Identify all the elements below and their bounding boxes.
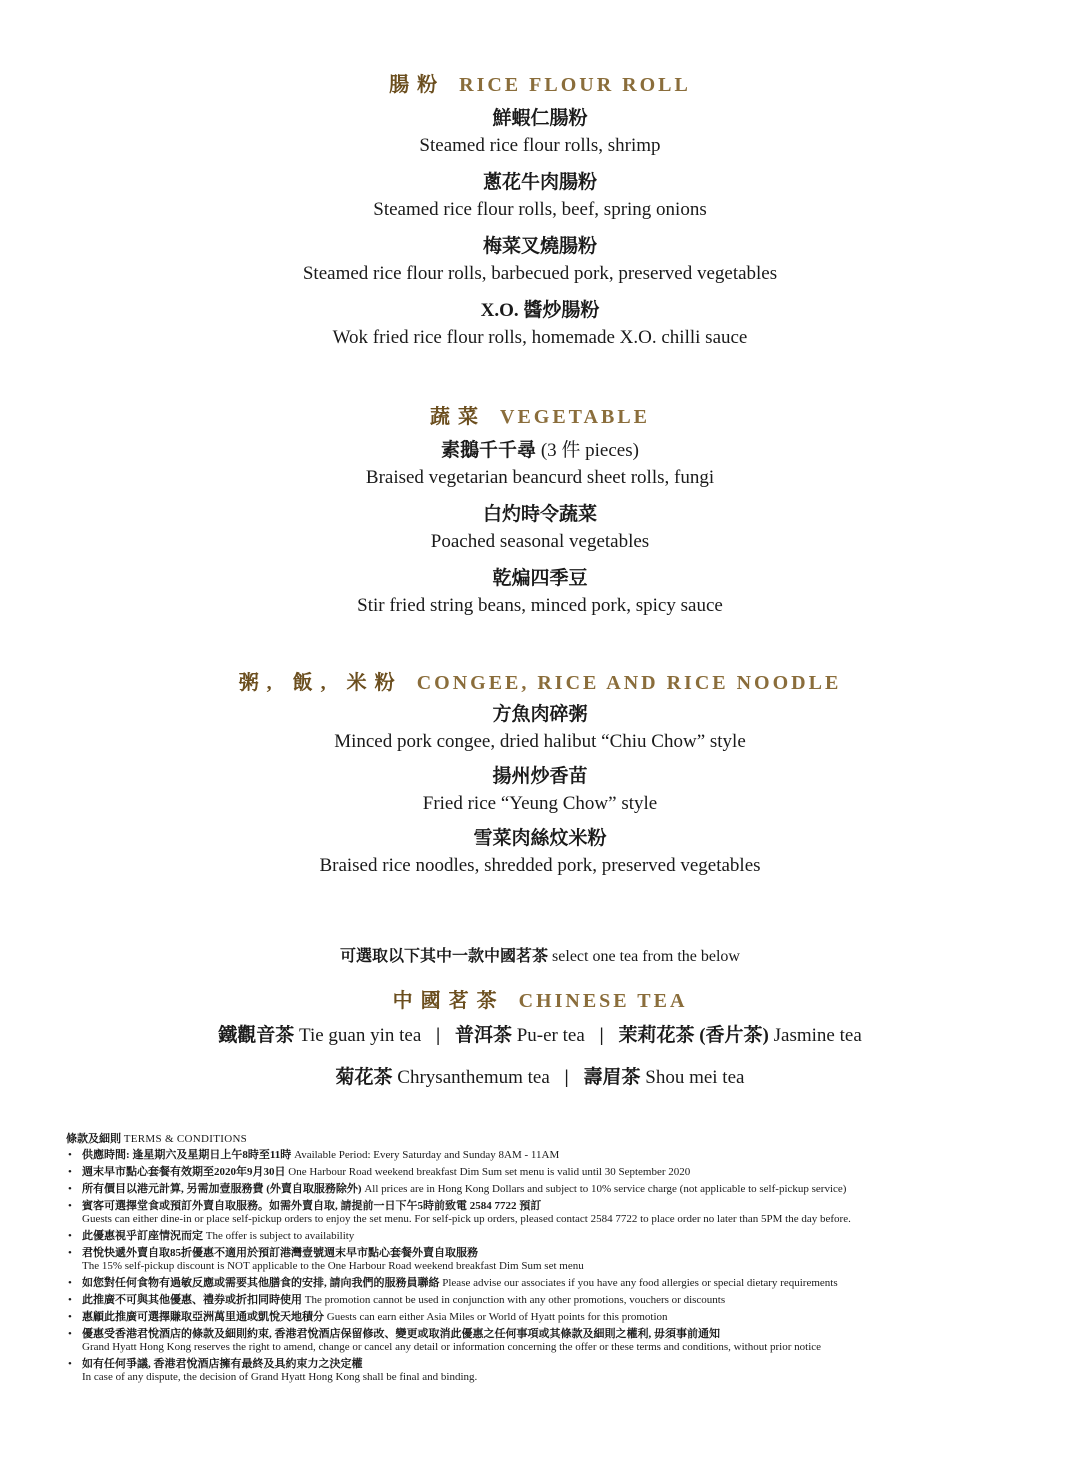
tea-row-1	[0, 1020, 1080, 1047]
terms-item	[66, 1277, 1006, 1290]
terms-item	[66, 1328, 1006, 1354]
terms-item-en: The offer is subject to availability	[205, 1230, 355, 1242]
menu-item-zh: 蔥花牛肉腸粉	[482, 172, 597, 193]
menu-item-zh: 方魚肉碎粥	[492, 704, 588, 725]
menu-item-zh	[0, 438, 1080, 464]
menu-item-pieces: (3 件 pieces)	[540, 440, 639, 461]
terms-item-en: In case of any dispute, the decision of Grand Hyatt Hong Kong shall be final and binding.	[82, 1371, 478, 1383]
menu-item-en: Steamed rice flour rolls, beef, spring onions	[373, 199, 707, 220]
section-title-chinese-tea	[0, 984, 1080, 1013]
section-title-en: RICE FLOUR ROLL	[459, 74, 691, 96]
terms-item	[66, 1200, 1006, 1226]
terms-and-conditions	[66, 1133, 1006, 1388]
terms-title-en: TERMS & CONDITIONS	[123, 1133, 248, 1145]
menu-item	[0, 702, 1080, 756]
terms-item	[66, 1166, 1006, 1179]
section-title-zh: 蔬菜	[430, 406, 486, 428]
terms-item-en: Available Period: Every Saturday and Sunday 8AM - 11AM	[294, 1149, 560, 1161]
section-title-congee	[0, 666, 1080, 695]
tea-option-en: Jasmine tea	[773, 1025, 862, 1046]
menu-item-zh: 白灼時令蔬菜	[482, 504, 597, 525]
tea-row-2	[0, 1062, 1080, 1089]
terms-item	[66, 1149, 1006, 1162]
terms-title	[66, 1133, 1006, 1146]
terms-title-zh: 條款及細則	[66, 1133, 121, 1145]
tea-option	[455, 1025, 585, 1046]
menu-item-en: Braised rice noodles, shredded pork, preserved vegetables	[319, 855, 761, 876]
tea-separator: |	[599, 1025, 604, 1046]
section-title-rice-flour-roll	[0, 68, 1080, 97]
section-title-en: CHINESE TEA	[518, 990, 688, 1012]
terms-item-en: One Harbour Road weekend breakfast Dim Sum set menu is valid until 30 September 2020	[288, 1166, 691, 1178]
tea-option-en: Tie guan yin tea	[299, 1025, 422, 1046]
tea-option	[218, 1025, 421, 1046]
terms-item-zh: 供應時間: 逢星期六及星期日上午8時至11時	[82, 1149, 292, 1161]
terms-item-zh: 如您對任何食物有過敏反應或需要其他膳食的安排, 請向我們的服務員聯絡	[82, 1277, 440, 1289]
terms-item-en: Please advise our associates if you have any food allergies or special dietary requirements	[442, 1277, 838, 1289]
tea-option-zh: 普洱茶	[454, 1025, 512, 1046]
menu-item-en: Wok fried rice flour rolls, homemade X.O. chilli sauce	[332, 327, 748, 348]
tea-separator: |	[436, 1025, 441, 1046]
menu-item	[0, 438, 1080, 492]
menu-item-en: Minced pork congee, dried halibut “Chiu Chow” style	[334, 731, 746, 752]
terms-item-zh: 週末早市點心套餐有效期至2020年9月30日	[82, 1166, 286, 1178]
menu-item	[0, 170, 1080, 224]
terms-item	[66, 1247, 1006, 1273]
tea-option-en: Shou mei tea	[645, 1067, 745, 1088]
tea-option	[583, 1067, 744, 1088]
terms-item-zh: 優惠受香港君悅酒店的條款及細則約束, 香港君悅酒店保留修改、變更或取消此優惠之任何事項或其條款及細則之權利, 毋須事前通知	[82, 1328, 720, 1340]
tea-select-en: select one tea from the below	[552, 948, 740, 965]
tea-option	[618, 1025, 861, 1046]
menu-item	[0, 106, 1080, 160]
terms-item-en: Grand Hyatt Hong Kong reserves the right to amend, change or cancel any detail or information concerning the offer or these terms and conditions, without prior notice	[82, 1341, 822, 1353]
terms-item-en: Guests can earn either Asia Miles or World of Hyatt points for this promotion	[326, 1311, 668, 1323]
terms-item-en: The promotion cannot be used in conjunction with any other promotions, vouchers or discounts	[304, 1294, 726, 1306]
tea-select-zh: 可選取以下其中一款中國茗茶	[340, 948, 549, 965]
tea-option-zh: 菊花茶	[335, 1067, 393, 1088]
terms-item-zh: 君悅快遞外賣自取85折優惠不適用於預訂港灣壹號週末早市點心套餐外賣自取服務	[82, 1247, 478, 1259]
terms-item-zh: 惠顧此推廣可選擇賺取亞洲萬里通或凱悅天地積分	[82, 1311, 324, 1323]
menu-item	[0, 566, 1080, 620]
section-title-zh: 粥, 飯, 米粉	[238, 672, 403, 694]
menu-item-en: Poached seasonal vegetables	[430, 531, 650, 552]
terms-item	[66, 1358, 1006, 1384]
menu-item-zh: 鮮蝦仁腸粉	[492, 108, 588, 129]
tea-option-en: Pu-er tea	[516, 1025, 585, 1046]
tea-separator: |	[564, 1067, 569, 1088]
terms-item-zh: 賓客可選擇堂食或預訂外賣自取服務。如需外賣自取, 請提前一日下午5時前致電 2584 7722 預訂	[82, 1200, 542, 1212]
menu-item-en: Fried rice “Yeung Chow” style	[422, 793, 658, 814]
tea-option-en: Chrysanthemum tea	[397, 1067, 550, 1088]
menu-item-zh-name: 素鵝千千尋	[441, 440, 537, 461]
menu-item-en: Steamed rice flour rolls, barbecued pork, preserved vegetables	[302, 263, 778, 284]
section-title-vegetable	[0, 400, 1080, 429]
menu-item	[0, 502, 1080, 556]
tea-option-zh: 壽眉茶	[583, 1067, 641, 1088]
section-title-zh: 中國茗茶	[392, 990, 505, 1012]
section-title-zh: 腸粉	[389, 74, 446, 96]
terms-item	[66, 1294, 1006, 1307]
terms-item	[66, 1311, 1006, 1324]
terms-item-zh: 如有任何爭議, 香港君悅酒店擁有最終及具約束力之決定權	[82, 1358, 363, 1370]
menu-item-en: Steamed rice flour rolls, shrimp	[419, 135, 661, 156]
section-title-en: VEGETABLE	[500, 406, 650, 428]
menu-item-en: Stir fried string beans, minced pork, spicy sauce	[357, 595, 723, 616]
terms-item	[66, 1230, 1006, 1243]
terms-item-en: Guests can either dine-in or place self-pickup orders to enjoy the set menu. For self-pick up orders, pleased contact 2584 7722 to place order no later than 5PM the day before.	[82, 1213, 851, 1225]
section-title-en: CONGEE, RICE AND RICE NOODLE	[416, 672, 842, 694]
tea-option	[336, 1067, 550, 1088]
menu-item-zh: 乾煸四季豆	[492, 568, 588, 589]
terms-item-en: All prices are in Hong Kong Dollars and subject to 10% service charge (not applicable to self-pickup service)	[364, 1183, 847, 1195]
menu-item	[0, 298, 1080, 352]
tea-option-zh: 茉莉花茶 (香片茶)	[618, 1025, 769, 1046]
terms-item	[66, 1183, 1006, 1196]
menu-item	[0, 826, 1080, 880]
menu-item-zh: 梅菜叉燒腸粉	[482, 236, 597, 257]
menu-item-en: Braised vegetarian beancurd sheet rolls, fungi	[365, 467, 715, 488]
tea-select-instruction	[0, 943, 1080, 966]
tea-option-zh: 鐵觀音茶	[218, 1025, 295, 1046]
menu-item-zh: 雪菜肉絲炆米粉	[473, 828, 607, 849]
menu-item	[0, 764, 1080, 818]
terms-item-en: The 15% self-pickup discount is NOT applicable to the One Harbour Road weekend breakfast Dim Sum set menu	[82, 1260, 584, 1272]
terms-item-zh: 此推廣不可與其他優惠、禮券或折扣同時使用	[82, 1294, 302, 1306]
terms-item-zh: 所有價目以港元計算, 另需加壹服務費 (外賣自取服務除外)	[82, 1183, 362, 1195]
menu-item-zh: X.O. 醬炒腸粉	[480, 300, 600, 321]
menu-item	[0, 234, 1080, 288]
terms-list	[66, 1149, 1006, 1384]
terms-item-zh: 此優惠視乎訂座情況而定	[82, 1230, 203, 1242]
menu-item-zh: 揚州炒香苗	[492, 766, 588, 787]
